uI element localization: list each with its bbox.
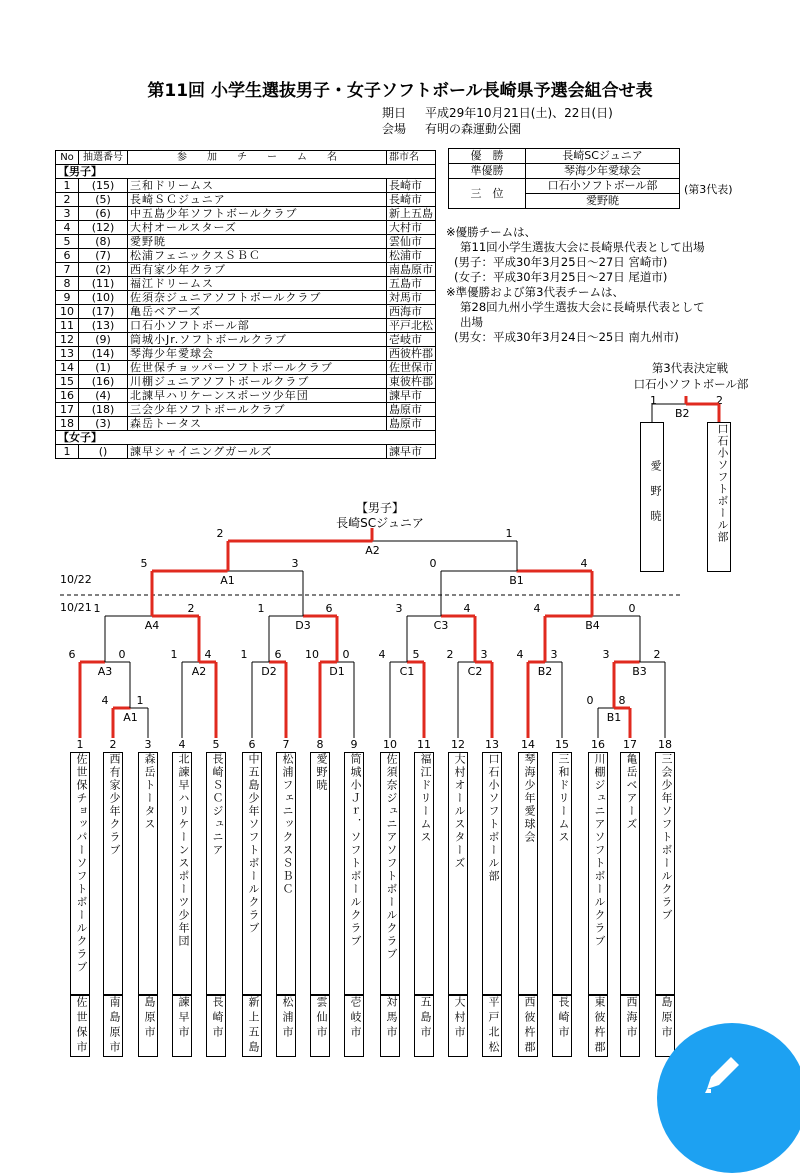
compose-button[interactable] <box>657 1023 800 1173</box>
team-no: 2 <box>56 193 79 207</box>
score: 3 <box>480 648 488 661</box>
team-lot: (14) <box>79 347 128 361</box>
date-label: 期日 <box>382 106 407 120</box>
score: 6 <box>68 648 76 661</box>
score: 2 <box>216 527 224 540</box>
slot-city: 平戸北松 <box>482 995 502 1057</box>
slot-team-name: 松浦フェニックスＳＢＣ <box>276 752 296 995</box>
match-label: B2 <box>537 665 553 678</box>
score: 3 <box>395 602 403 615</box>
team-no: 16 <box>56 389 79 403</box>
team-name: 長崎ＳＣジュニア <box>128 193 387 207</box>
slot-team-name: 三和ドリームス <box>552 752 572 995</box>
note-line: (女子：平成30年3月25日～27日 尾道市) <box>454 270 668 284</box>
playoff-match-label: B2 <box>675 407 690 420</box>
slot-team-name: 大村オールスターズ <box>448 752 468 995</box>
slot-city: 松浦市 <box>276 995 296 1057</box>
team-no: 3 <box>56 207 79 221</box>
slot-number: 7 <box>282 738 290 751</box>
team-city: 長崎市 <box>387 179 436 193</box>
match-label: A4 <box>144 619 160 632</box>
slot-city: 新上五島 <box>242 995 262 1057</box>
team-name: 大村オールスターズ <box>128 221 387 235</box>
slot-team-name: 福江ドリームス <box>414 752 434 995</box>
team-name: 亀岳ベアーズ <box>128 305 387 319</box>
slot-team-name: 口石小ソフトボール部 <box>482 752 502 995</box>
score: 8 <box>618 694 626 707</box>
team-lot: (4) <box>79 389 128 403</box>
score: 3 <box>550 648 558 661</box>
score: 10 <box>305 648 319 661</box>
team-lot: (1) <box>79 361 128 375</box>
team-no: 8 <box>56 277 79 291</box>
team-lot: (9) <box>79 333 128 347</box>
team-name: 松浦フェニックスＳＢＣ <box>128 249 387 263</box>
team-lot: (18) <box>79 403 128 417</box>
score: 6 <box>325 602 333 615</box>
team-no: 15 <box>56 375 79 389</box>
slot-team-name: 佐須奈ジュニアソフトボールクラブ <box>380 752 400 995</box>
slot-city: 五島市 <box>414 995 434 1057</box>
score: 1 <box>170 648 178 661</box>
slot-city: 東彼杵郡 <box>588 995 608 1057</box>
team-name: 口石小ソフトボール部 <box>128 319 387 333</box>
match-label: A2 <box>191 665 207 678</box>
header-team: 参 加 チ ー ム 名 <box>128 151 387 165</box>
slot-team-name: 亀岳ベアーズ <box>620 752 640 995</box>
team-lot: (10) <box>79 291 128 305</box>
slot-number: 5 <box>212 738 220 751</box>
team-name: 佐須奈ジュニアソフトボールクラブ <box>128 291 387 305</box>
slot-number: 6 <box>248 738 256 751</box>
note-line: 出場 <box>460 315 483 329</box>
match-label: A3 <box>97 665 113 678</box>
slot-team-name: 北諫早ハリケーンスポーツ少年団 <box>172 752 192 995</box>
match-label: A2 <box>365 544 380 557</box>
team-no: 13 <box>56 347 79 361</box>
score: 0 <box>342 648 350 661</box>
slot-city: 対馬市 <box>380 995 400 1057</box>
slot-city: 諫早市 <box>172 995 192 1057</box>
day1-label: 10/21 <box>60 601 92 614</box>
team-no: 11 <box>56 319 79 333</box>
team-no: 9 <box>56 291 79 305</box>
score: 0 <box>628 602 636 615</box>
slot-city: 長崎市 <box>552 995 572 1057</box>
score: 2 <box>446 648 454 661</box>
playoff-slot-right: 2 <box>716 394 723 407</box>
slot-team-name: 佐世保チョッパーソフトボールクラブ <box>70 752 90 995</box>
team-no: 14 <box>56 361 79 375</box>
team-name: 北諫早ハリケーンスポーツ少年団 <box>128 389 387 403</box>
team-name: 琴海少年愛球会 <box>128 347 387 361</box>
team-city: 西彼杵郡 <box>387 347 436 361</box>
team-city: 西海市 <box>387 305 436 319</box>
slot-team-name: 筒城小Ｊｒ．ソフトボールクラブ <box>344 752 364 995</box>
playoff-team-right: 口石小ソフトボール部 <box>707 422 731 572</box>
team-lot: (15) <box>79 179 128 193</box>
slot-number: 13 <box>485 738 499 751</box>
team-name: 中五島少年ソフトボールクラブ <box>128 207 387 221</box>
team-lot: (11) <box>79 277 128 291</box>
team-name: 佐世保チョッパーソフトボールクラブ <box>128 361 387 375</box>
score: 4 <box>580 557 588 570</box>
team-lot: (5) <box>79 193 128 207</box>
boys-section-label: 【男子】 <box>56 165 436 179</box>
score: 1 <box>93 602 101 615</box>
slot-team-name: 中五島少年ソフトボールクラブ <box>242 752 262 995</box>
winner-team: 長崎SCジュニア <box>526 149 680 164</box>
score: 2 <box>187 602 195 615</box>
team-city: 壱岐市 <box>387 333 436 347</box>
note-line: 第28回九州小学生選抜大会に長崎県代表として <box>460 300 705 314</box>
slot-team-name: 川棚ジュニアソフトボールクラブ <box>588 752 608 995</box>
match-label: C3 <box>433 619 449 632</box>
day2-label: 10/22 <box>60 573 92 586</box>
venue-label: 会場 <box>382 122 407 136</box>
slot-city: 島原市 <box>138 995 158 1057</box>
slot-number: 3 <box>144 738 152 751</box>
team-lot: (16) <box>79 375 128 389</box>
team-lot: (17) <box>79 305 128 319</box>
score: 1 <box>257 602 265 615</box>
note-line: ※準優勝および第3代表チームは、 <box>446 285 624 299</box>
team-no: 18 <box>56 417 79 431</box>
team-no: 5 <box>56 235 79 249</box>
note-line: ※優勝チームは、 <box>446 225 537 239</box>
team-city: 新上五島 <box>387 207 436 221</box>
slot-number: 9 <box>350 738 358 751</box>
score: 0 <box>586 694 594 707</box>
score: 4 <box>533 602 541 615</box>
team-lot: (2) <box>79 263 128 277</box>
note-line: 第11回小学生選抜大会に長崎県代表として出場 <box>460 240 705 254</box>
score: 0 <box>429 557 437 570</box>
venue-value: 有明の森運動公園 <box>425 122 522 136</box>
team-name: 三和ドリームス <box>128 179 387 193</box>
team-no: 12 <box>56 333 79 347</box>
bracket-champion: 長崎SCジュニア <box>336 516 424 530</box>
slot-city: 長崎市 <box>206 995 226 1057</box>
score: 4 <box>204 648 212 661</box>
runner-up-label: 準優勝 <box>449 164 526 179</box>
team-no: 7 <box>56 263 79 277</box>
match-label: D2 <box>261 665 277 678</box>
team-no: 4 <box>56 221 79 235</box>
team-name: 三会少年ソフトボールクラブ <box>128 403 387 417</box>
team-name: 福江ドリームス <box>128 277 387 291</box>
score: 5 <box>412 648 420 661</box>
score: 4 <box>101 694 109 707</box>
header-lot: 抽選番号 <box>79 151 128 165</box>
third-label: 三 位 <box>449 179 526 209</box>
team-city: 五島市 <box>387 277 436 291</box>
match-label: A1 <box>123 711 138 724</box>
slot-city: 大村市 <box>448 995 468 1057</box>
match-label: C1 <box>399 665 415 678</box>
team-lot: (7) <box>79 249 128 263</box>
playoff-subtitle: 口石小ソフトボール部 <box>633 377 749 391</box>
match-label: C2 <box>467 665 483 678</box>
match-label: B4 <box>585 619 600 632</box>
team-lot: (3) <box>79 417 128 431</box>
team-city: 東彼杵郡 <box>387 375 436 389</box>
match-label: D1 <box>329 665 345 678</box>
team-no: 17 <box>56 403 79 417</box>
slot-city: 佐世保市 <box>70 995 90 1057</box>
winner-label: 優 勝 <box>449 149 526 164</box>
slot-city: 島原市 <box>655 995 675 1057</box>
slot-city: 雲仙市 <box>310 995 330 1057</box>
slot-number: 4 <box>178 738 186 751</box>
score: 2 <box>653 648 661 661</box>
score: 3 <box>602 648 610 661</box>
team-city: 大村市 <box>387 221 436 235</box>
score: 6 <box>274 648 282 661</box>
team-city: 南島原市 <box>387 263 436 277</box>
team-city: 諫早市 <box>387 445 436 459</box>
page-title: 第11回 小学生選抜男子・女子ソフトボール長崎県予選会組合せ表 <box>147 81 653 101</box>
note-line: (男女：平成30年3月24日～25日 南九州市) <box>454 330 679 344</box>
playoff-slot-left: 1 <box>650 394 657 407</box>
team-lot: (12) <box>79 221 128 235</box>
score: 4 <box>463 602 471 615</box>
team-city: 平戸北松 <box>387 319 436 333</box>
slot-city: 南島原市 <box>103 995 123 1057</box>
team-no: 1 <box>56 179 79 193</box>
slot-number: 15 <box>555 738 569 751</box>
slot-number: 14 <box>521 738 535 751</box>
team-city: 諫早市 <box>387 389 436 403</box>
slot-team-name: 森岳トータス <box>138 752 158 995</box>
team-no: 6 <box>56 249 79 263</box>
team-city: 島原市 <box>387 403 436 417</box>
team-name: 川棚ジュニアソフトボールクラブ <box>128 375 387 389</box>
slot-number: 16 <box>591 738 605 751</box>
match-label: B3 <box>632 665 647 678</box>
score: 1 <box>240 648 248 661</box>
team-name: 諫早シャイニングガールズ <box>128 445 387 459</box>
match-label: A1 <box>220 574 235 587</box>
team-lot: (6) <box>79 207 128 221</box>
team-lot: (8) <box>79 235 128 249</box>
team-city: 佐世保市 <box>387 361 436 375</box>
team-city: 島原市 <box>387 417 436 431</box>
header-no: No <box>56 151 79 165</box>
team-name: 西有家少年クラブ <box>128 263 387 277</box>
team-no: 1 <box>56 445 79 459</box>
slot-number: 1 <box>76 738 84 751</box>
score: 4 <box>378 648 386 661</box>
slot-team-name: 愛野暁 <box>310 752 330 995</box>
header-city: 郡市名 <box>387 151 436 165</box>
score: 4 <box>516 648 524 661</box>
score: 0 <box>118 648 126 661</box>
team-city: 雲仙市 <box>387 235 436 249</box>
slot-number: 8 <box>316 738 324 751</box>
slot-number: 10 <box>383 738 397 751</box>
team-lot: () <box>79 445 128 459</box>
note-line: (男子：平成30年3月25日～27日 宮崎市) <box>454 255 668 269</box>
playoff-title: 第3代表決定戦 <box>651 361 729 375</box>
score: 5 <box>140 557 148 570</box>
score: 1 <box>505 527 513 540</box>
slot-city: 西海市 <box>620 995 640 1057</box>
third-team-2: 愛野暁 <box>526 194 680 209</box>
bracket-category-label: 【男子】 <box>355 501 404 515</box>
team-name: 愛野暁 <box>128 235 387 249</box>
runner-up-team: 琴海少年愛球会 <box>526 164 680 179</box>
team-name: 筒城小Jr.ソフトボールクラブ <box>128 333 387 347</box>
team-city: 松浦市 <box>387 249 436 263</box>
match-label: B1 <box>606 711 622 724</box>
slot-city: 西彼杵郡 <box>518 995 538 1057</box>
third-team-1: 口石小ソフトボール部 <box>526 179 680 194</box>
team-city: 対馬市 <box>387 291 436 305</box>
match-label: B1 <box>509 574 524 587</box>
team-no: 10 <box>56 305 79 319</box>
slot-team-name: 琴海少年愛球会 <box>518 752 538 995</box>
slot-team-name: 三会少年ソフトボールクラブ <box>655 752 675 995</box>
score: 1 <box>136 694 144 707</box>
date-value: 平成29年10月21日(土)、22日(日) <box>425 106 613 120</box>
score: 3 <box>291 557 299 570</box>
team-city: 長崎市 <box>387 193 436 207</box>
slot-number: 11 <box>417 738 431 751</box>
girls-section-label: 【女子】 <box>56 431 436 445</box>
slot-number: 17 <box>623 738 637 751</box>
playoff-team-left: 愛野暁 <box>640 422 664 572</box>
slot-number: 2 <box>109 738 117 751</box>
pencil-icon <box>695 1045 755 1105</box>
slot-team-name: 長崎ＳＣジュニア <box>206 752 226 995</box>
slot-city: 壱岐市 <box>344 995 364 1057</box>
third-representative-note: (第3代表) <box>684 183 733 196</box>
slot-number: 18 <box>658 738 672 751</box>
slot-team-name: 西有家少年クラブ <box>103 752 123 995</box>
match-label: D3 <box>295 619 311 632</box>
slot-number: 12 <box>451 738 465 751</box>
team-name: 森岳トータス <box>128 417 387 431</box>
team-lot: (13) <box>79 319 128 333</box>
